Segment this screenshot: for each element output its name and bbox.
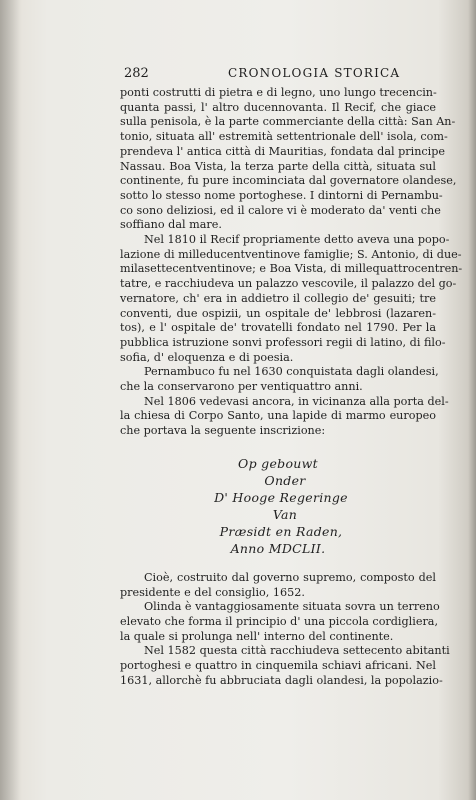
text-line: continente, fu pure incominciata dal governatore olandese, — [120, 174, 457, 188]
inscription-line: Van — [272, 506, 298, 522]
text-line: 1631, allorchè fu abbruciata dagli olandesi, la popolazio- — [120, 673, 443, 687]
text-line: lazione di milleducentventinove famiglie; S. Antonio, di due- — [120, 247, 462, 261]
paragraph — [120, 394, 449, 439]
text-line: Olinda è vantaggiosamente situata sovra un terreno — [144, 600, 440, 614]
paragraph — [120, 600, 440, 644]
gutter-shadow — [0, 0, 22, 800]
paragraph — [120, 571, 436, 600]
text-line: tos), e l' ospitale de' trovatelli fondato nel 1790. Per la — [120, 321, 436, 335]
paragraph — [120, 644, 450, 688]
text-line: tonio, situata all' estremità settentrionale dell' isola, com- — [120, 130, 448, 144]
text-line: Nel 1806 vedevasi ancora, in vicinanza alla porta del- — [144, 394, 449, 408]
inscription-line: D' Hooge Regeringe — [214, 489, 348, 505]
paragraph — [120, 365, 439, 394]
text-line: che portava la seguente inscrizione: — [120, 424, 326, 438]
text-line: sotto lo stesso nome portoghese. I dintorni di Pernambu- — [120, 188, 443, 202]
text-line: sulla penisola, è la parte commerciante della città: San An- — [120, 115, 456, 129]
text-line: pubblica istruzione sonvi professori regii di latino, di filo- — [120, 335, 446, 349]
text-line: prendeva l' antica città di Mauritias, fondata dal principe — [120, 144, 446, 158]
inscription — [120, 455, 436, 557]
text-line: Nel 1810 il Recif propriamente detto aveva una popo- — [144, 233, 450, 247]
text-line: Cioè, costruito dal governo supremo, composto del — [144, 570, 436, 584]
text-line: ponti costrutti di pietra e di legno, uno lungo trecencin- — [120, 86, 437, 99]
paragraph — [120, 233, 463, 365]
text-line: Nassau. Boa Vista, la terza parte della città, situata sul — [120, 159, 436, 173]
page-number: 282 — [124, 66, 149, 81]
text-line: vernatore, ch' era in addietro il collegio de' gesuiti; tre — [120, 291, 436, 305]
page-header — [124, 66, 424, 84]
text-line: milasettecentventinove; e Boa Vista, di millequattrocentren- — [120, 262, 463, 276]
body-text — [120, 86, 463, 689]
inscription-line: Onder — [264, 472, 306, 488]
running-title: CRONOLOGIA STORICA — [228, 66, 401, 80]
text-line: portoghesi e quattro in cinquemila schiavi africani. Nel — [120, 659, 436, 673]
inscription-line: Præsidt en Raden, — [219, 523, 343, 539]
text-line: sofia, d' eloquenza e di poesia. — [120, 350, 294, 364]
page-edge-shadow — [468, 0, 476, 800]
text-line: che la conservarono per ventiquattro anni. — [120, 380, 363, 394]
inscription-line: Op gebouwt — [238, 455, 318, 471]
text-line: conventi, due ospizii, un ospitale de' lebbrosi (lazaren- — [120, 306, 436, 320]
text-line: tatre, e racchiudeva un palazzo vescovile, il palazzo del go- — [120, 277, 457, 291]
text-line: Nel 1582 questa città racchiudeva settecento abitanti — [144, 644, 450, 658]
text-line: Pernambuco fu nel 1630 conquistata dagli olandesi, — [144, 365, 439, 379]
paragraph — [120, 86, 457, 233]
text-line: co sono deliziosi, ed il calore vi è moderato da' venti che — [120, 203, 441, 217]
text-line: la quale si prolunga nell' interno del continente. — [120, 629, 394, 643]
text-line: la chiesa di Corpo Santo, una lapide di marmo europeo — [120, 409, 436, 423]
text-line: soffiano dal mare. — [120, 218, 222, 232]
text-line: presidente e del consiglio, 1652. — [120, 585, 305, 599]
text-line: quanta passi, l' altro ducennovanta. Il Recif, che giace — [120, 100, 436, 114]
text-line: elevato che forma il principio d' una piccola cordigliera, — [120, 614, 439, 628]
inscription-line: Anno MDCLII. — [230, 540, 326, 556]
